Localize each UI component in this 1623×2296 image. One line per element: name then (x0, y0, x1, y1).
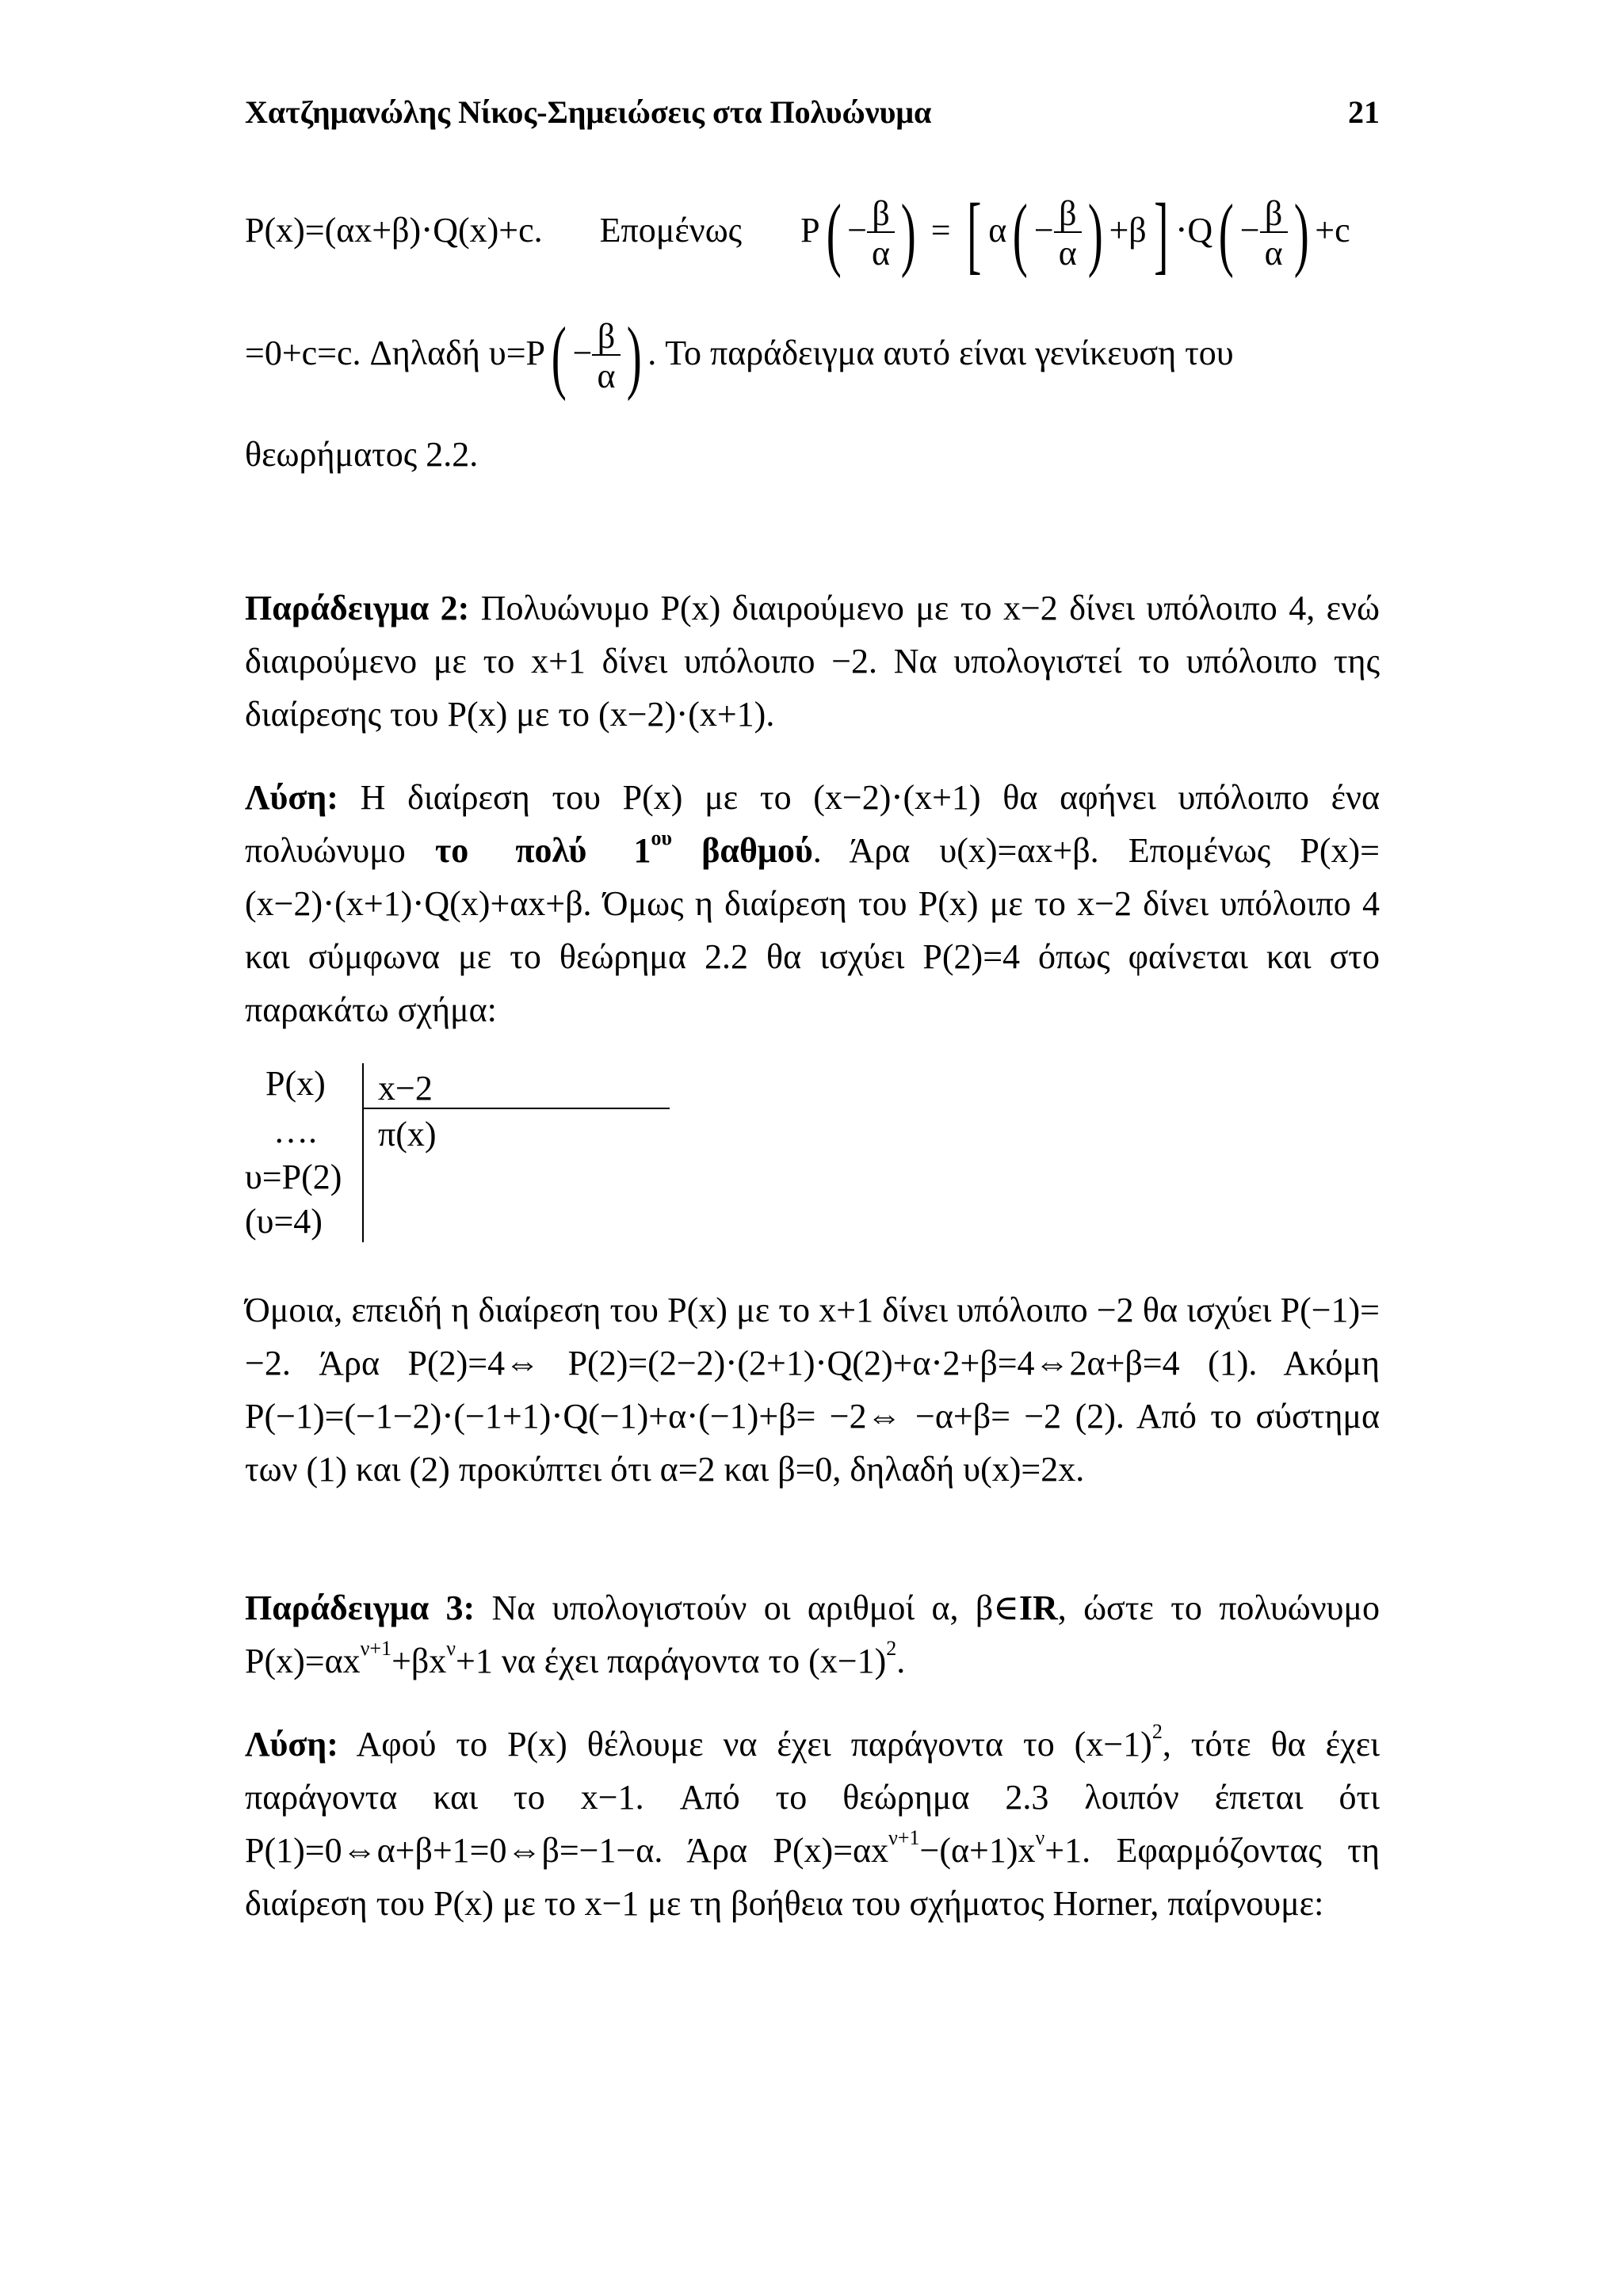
theorem-reference: θεωρήματος 2.2. (245, 435, 479, 474)
paragraph-similarly: Όμοια, επειδή η διαίρεση του P(x) με το x+1 δίνει υπόλοιπο −2 θα ισχύει P(−1)= −2. Άρα P(2)=4⇔ P(2)=(2−2)⋅(2+1)⋅Q(2)+α⋅2+β=4⇔2α+β=4 (1). Ακόμη P(−1)=(−1−2)⋅(−1+1)⋅Q(−1)+α⋅(−1)+β= −2⇔ −α+β= −2 (2). Από το σύστημα των (1) και (2) προκύπτει ότι α=2 και β=0, δηλαδή υ(x)=2x. (245, 1291, 1380, 1489)
paren-open: ( (826, 188, 842, 279)
fraction-beta-alpha: $\frac{\beta}{\alpha}$ (1260, 196, 1288, 271)
example-2-text: Πολυώνυμο P(x) διαιρούμενο με το x−2 δίνει υπόλοιπο 4, ενώ διαιρούμενο με το x+1 δίνει υπόλοιπο −2. Να υπολογιστεί το υπόλοιπο της διαίρεσης του P(x) με το (x−2)⋅(x+1). (245, 589, 1380, 734)
scheme-vertical-line (362, 1063, 364, 1242)
solution-3-label: Λύση: (245, 1725, 338, 1764)
example-3-label: Παράδειγμα 3: (245, 1589, 475, 1627)
scheme-quotient: π(x) (378, 1115, 437, 1154)
fraction-beta-alpha: $\frac{\beta}{\alpha}$ (867, 196, 895, 271)
scheme-dividend: P(x) (265, 1064, 326, 1103)
equation-line-1: P(x)=(αx+β)⋅Q(x)+c. Επομένως P( − $\frac{\beta}{\alpha}$ ) = [ α( − $\frac{\beta}{\alpha}$ ) +β] ⋅Q( − $\frac{\beta}{\alpha}$ ) +c (245, 185, 1350, 282)
scheme-remainder-value: (υ=4) (245, 1202, 323, 1241)
scheme-divisor: x−2 (378, 1069, 433, 1108)
division-scheme (245, 1063, 562, 1253)
eq1-equals: = (930, 211, 951, 250)
fraction-beta-alpha: $\frac{\beta}{\alpha}$ (1054, 196, 1082, 271)
eq1-P: P (800, 211, 820, 250)
eq1-word: Επομένως (599, 211, 743, 250)
scheme-dots: …. (273, 1112, 317, 1150)
page-number: 21 (1348, 94, 1380, 130)
equation-line-2: =0+c=c. Δηλαδή υ=P( − $\frac{\beta}{\alpha}$ ) . Το παράδειγμα αυτό είναι γενίκευση του (245, 311, 1234, 402)
header-title: Χατζημανώλης Νίκος-Σημειώσεις στα Πολυώνυμα (245, 94, 932, 130)
eq1-left: P(x)=(αx+β)⋅Q(x)+c. (245, 211, 543, 250)
solution-2-label: Λύση: (245, 778, 338, 817)
solution-3: Λύση: Αφού το P(x) θέλουμε να έχει παράγοντα το $(x-1)^2$, τότε θα έχει παράγοντα και το x−1. Από το θεώρημα 2.3 λοιπόν έπεται ότι P(1)=0⇔α+β+1=0⇔β=−1−α. Άρα $P(x)=\alpha x^{\nu+1}-(\alpha+1)x^\nu+1$. Εφαρμόζοντας τη διαίρεση του P(x) με το x−1 με τη βοήθεια του σχήματος Horner, παίρνουμε: (245, 1720, 1381, 1923)
eq1-minus: − (847, 211, 868, 250)
example-2 (245, 582, 1380, 741)
scheme-remainder: υ=P(2) (245, 1158, 342, 1196)
fraction-beta-alpha: $\frac{\beta}{\alpha}$ (592, 319, 620, 394)
example-2-label: Παράδειγμα 2: (245, 589, 470, 627)
example-3: Παράδειγμα 3: Να υπολογιστούν οι αριθμοί α, β∈IR, ώστε το πολυώνυμο $P(x)=\alpha x^{\nu+1}+\beta x^\nu+1$ να έχει παράγοντα το $(x-1)^2$. (245, 1589, 1380, 1680)
solution-2: Λύση: Η διαίρεση του P(x) με το (x−2)⋅(x+1) θα αφήνει υπόλοιπο ένα πολυώνυμο το πολύ $1^{o\upsilon}$ βαθμού. Άρα υ(x)=αx+β. Επομένως P(x)=(x−2)⋅(x+1)⋅Q(x)+αx+β. Όμως η διαίρεση του P(x) με το x−2 δίνει υπόλοιπο 4 και σύμφωνα με το θεώρημα 2.2 θα ισχύει P(2)=4 όπως φαίνεται και στο παρακάτω σχήμα: (245, 778, 1380, 1029)
